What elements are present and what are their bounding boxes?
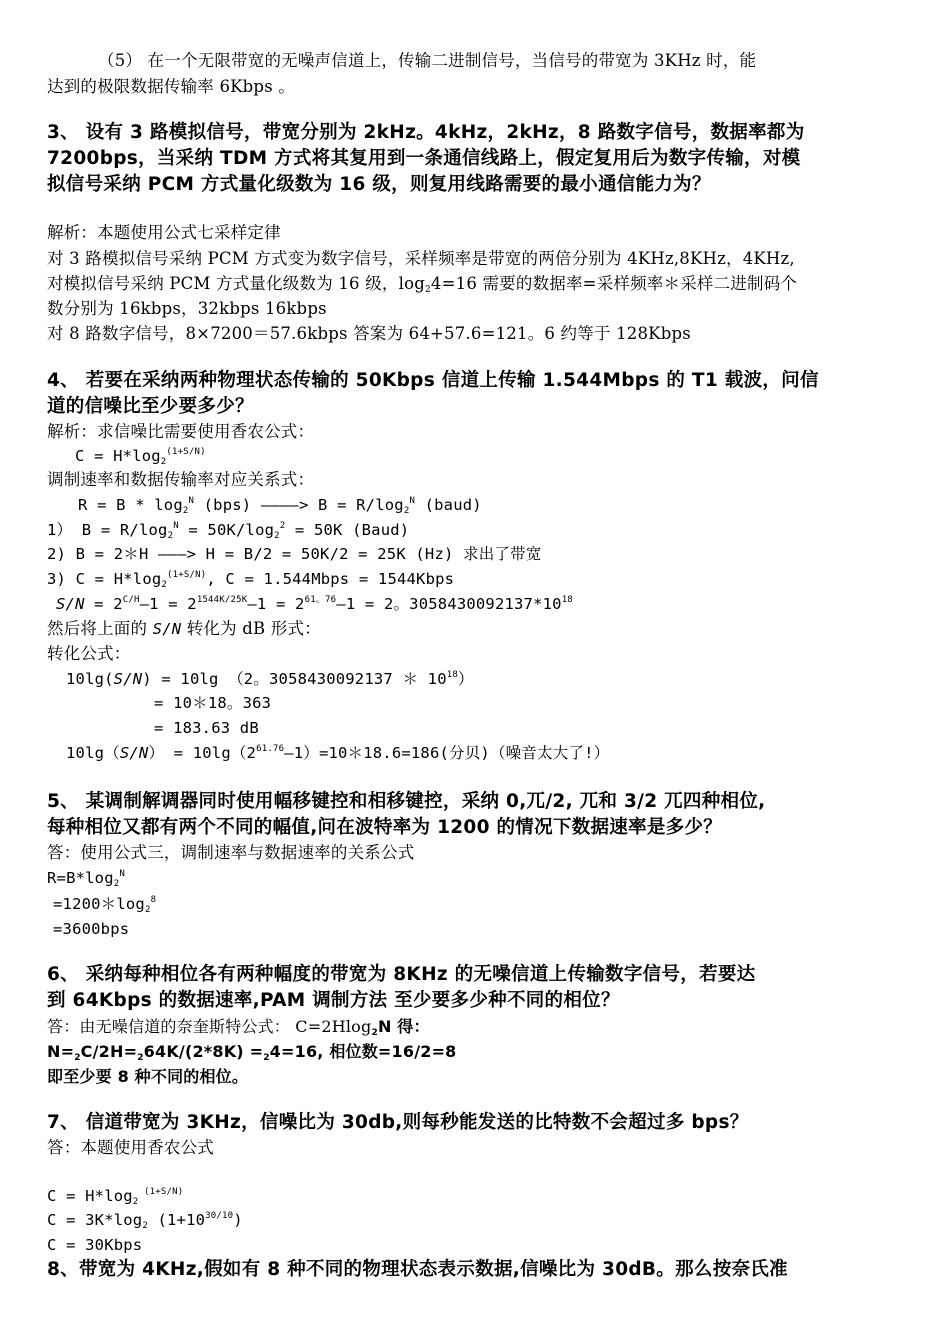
q6-answer-line-1: 答：由无噪信道的奈奎斯特公式： C=2Hlog$_2$N 得：: [47, 1017, 430, 1038]
q4-step-1: 1） $B = R/\log_2^N = 50K/\log_2^2 = 50K$ (Baud): [47, 521, 410, 541]
q4-heading-line-1: 4、 若要在采纳两种物理状态传输的 50Kbps 信道上传输 1.544Mbps 的 T1 载波，问信: [47, 370, 819, 391]
q7-formula-1: $C = H*\log_2$ $^{(1+S/N)}$: [47, 1187, 184, 1207]
q3-answer-line-1: 解析：本题使用公式七采样定律: [47, 223, 281, 242]
q3-answer-line-4: 数分别为 16kbps，32kbps 16kbps: [47, 299, 327, 318]
q5-formula-3: =3600bps: [53, 920, 130, 938]
q5-heading-line-1: 5、 某调制解调器同时使用幅移键控和相移键控，采纳 0,兀/2, 兀和 3/2 兀四种相位,: [47, 791, 766, 812]
q4-conversion-line-3: = 183.63 dB: [154, 719, 259, 737]
q8-heading-line-1: 8、带宽为 4KHz,假如有 8 种不同的物理状态表示数据,信噪比为 30dB。那么按奈氏准: [47, 1259, 788, 1280]
q4-step-2: 2) B = 2＊H ———> H = B/2 = 50K/2 = 25K (Hz) 求出了带宽: [47, 545, 542, 563]
q4-conversion-line-4: $10\lg(S/N) = 10\lg(2^{61.76}—1)=10*18.6=186$(分贝)（噪音太大了!）: [66, 744, 610, 762]
q3-heading-line-3: 拟信号采纳 PCM 方式量化级数为 16 级，则复用线路需要的最小通信能力为？: [47, 174, 711, 195]
q5-answer-line-1: 答：使用公式三，调制速率与数据速率的关系公式: [47, 843, 415, 862]
q3-heading-line-2: 7200bps，当采纳 TDM 方式将其复用到一条通信线路上，假定复用后为数字传输，对模: [47, 148, 801, 169]
q3-answer-line-3: 对模拟信号采纳 PCM 方式量化级数为 16 级，$\log_24=16$ 需要的数据率=采样频率＊采样二进制码个: [47, 274, 798, 295]
q4-sn-computation: $S/N = 2^{C/H}—1$ = $2^{1544K/25K}—1$ = $2^{61。76}—1 = 2$。$3058430092137*10^{18}$: [56, 595, 573, 613]
q4-conversion-line-2: = 10＊18。363: [154, 694, 272, 712]
q5-heading-line-2: 每种相位又都有两个不同的幅值,问在波特率为 1200 的情况下数据速率是多少？: [47, 817, 723, 838]
q4-answer-line-2: 调制速率和数据传输率对应关系式：: [47, 470, 315, 489]
q4-heading-line-2: 道的信噪比至少要多少？: [47, 396, 254, 417]
q7-answer-line-1: 答：本题使用香农公式: [47, 1138, 214, 1157]
q3-answer-line-5: 对 8 路数字信号，8×7200＝57.6kbps 答案为 64+57.6=121。6 约等于 128Kbps: [47, 324, 691, 343]
q4-conversion-line-1: 10lg(S/N) = 10lg （2。3058430092137 ＊ $10^{18}$）: [66, 670, 474, 688]
q4-answer-line-4: 转化公式：: [47, 644, 131, 663]
q4-answer-line-3: 然后将上面的 S/N 转化为 dB 形式：: [47, 619, 321, 638]
q7-formula-2: $C = 3K*\log_2$ $(1+10^{30/10})$: [47, 1211, 243, 1231]
q7-heading-line-1: 7、 信道带宽为 3KHz，信噪比为 30db,则每秒能发送的比特数不会超过多 bps？: [47, 1112, 749, 1133]
q7-formula-3: C = 30Kbps: [47, 1236, 143, 1254]
q3-heading-line-1: 3、 设有 3 路模拟信号，带宽分别为 2kHz。4kHz，2kHz，8 路数字信号，数据率都为: [47, 122, 805, 143]
intro-line-1: （5） 在一个无限带宽的无噪声信道上，传输二进制信号，当信号的带宽为 3KHz 时，能: [98, 51, 757, 70]
q6-answer-line-2: $N=_2C/2H=_264K/(2*8K) =_24=16$, 相位数=16/2=8: [47, 1042, 457, 1063]
q5-formula-2: $=1200*\log_2^8$: [53, 895, 157, 915]
q4-step-3: 3) $C = H*\log_2^{(1+S/N)}$, C = 1.544Mbps = 1544Kbps: [47, 570, 455, 590]
q3-answer-line-2: 对 3 路模拟信号采纳 PCM 方式变为数字信号，采样频率是带宽的两倍分别为 4KHz,8KHz，4KHz,: [47, 249, 795, 268]
q5-formula-1: $R=B*\log_2^N$: [47, 869, 125, 889]
intro-line-2: 达到的极限数据传输率 6Kbps 。: [47, 77, 296, 96]
q6-heading-line-2: 到 64Kbps 的数据速率,PAM 调制方法 至少要多少种不同的相位？: [47, 990, 620, 1011]
shannon-formula: $C = H*\log_2^{(1+S/N)}$: [75, 447, 206, 467]
modulation-formula: $R = B * \log_2^N (bps)$ ————> $B = R/\log_2^N$ (baud): [78, 496, 482, 516]
q6-answer-line-3: 即至少要 8 种不同的相位。: [47, 1067, 249, 1086]
q6-heading-line-1: 6、 采纳每种相位各有两种幅度的带宽为 8KHz 的无噪信道上传输数字信号，若要达: [47, 964, 756, 985]
q4-answer-line-1: 解析：求信噪比需要使用香农公式：: [47, 422, 315, 441]
